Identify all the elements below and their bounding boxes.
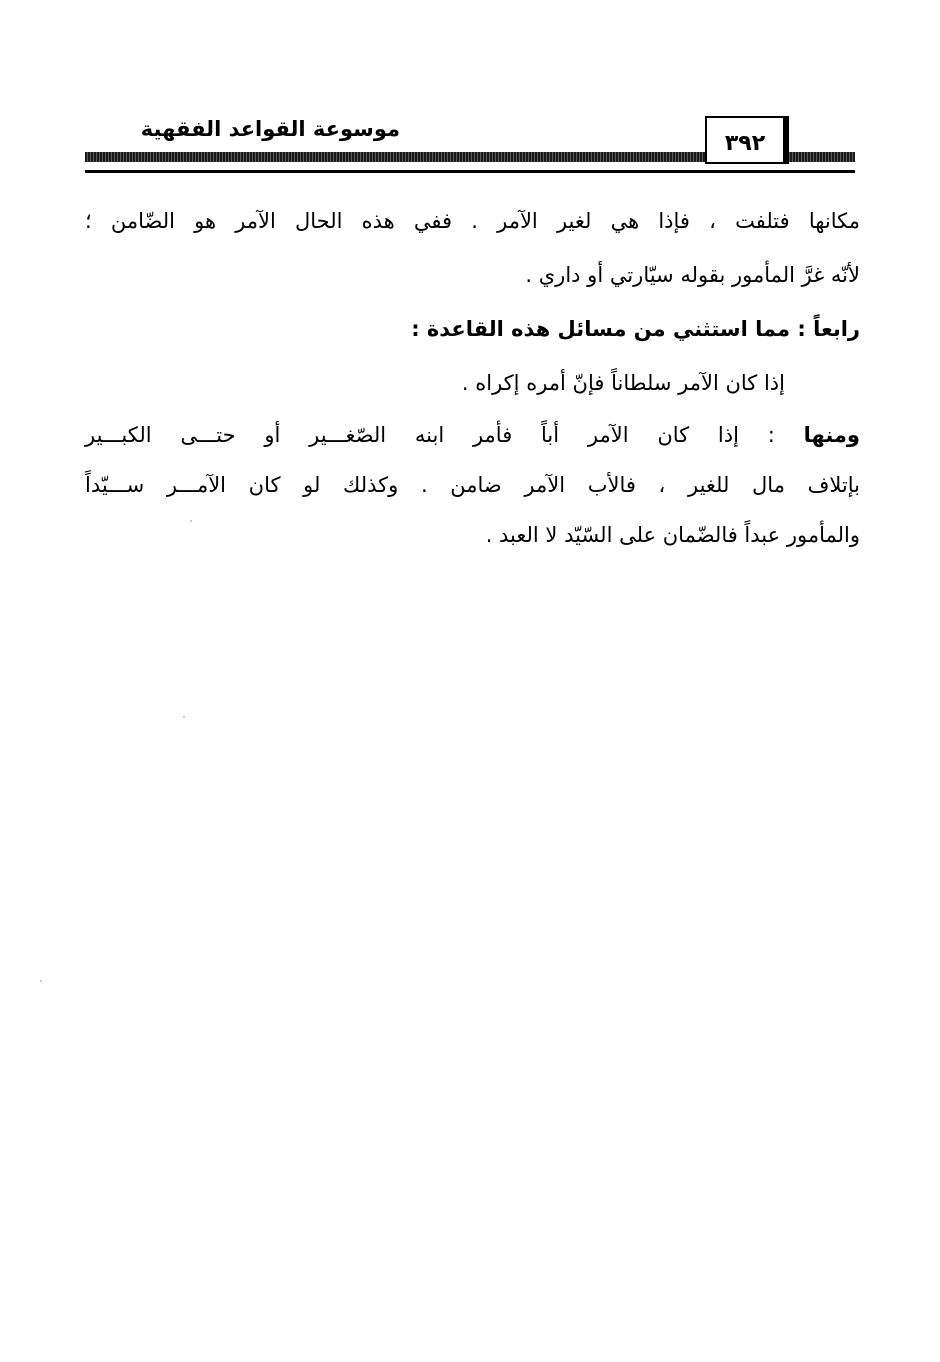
section-heading: رابعاً : مما استثني من مسائل هذه القاعدة : xyxy=(411,317,860,341)
scan-speck xyxy=(183,716,185,718)
page-number-box xyxy=(705,116,789,164)
paragraph-line-rest: : إذا كان الآمر أباً فأمر ابنه الصّغـــير أو حتـــى الكبـــير xyxy=(85,423,804,447)
paragraph-line: لأنّه غرَّ المأمور بقوله سيّارتي أو داري . xyxy=(525,263,860,287)
scan-speck xyxy=(190,520,192,522)
paragraph-line: والمأمور عبداً فالضّمان على السّيّد لا العبد . xyxy=(485,523,860,547)
paragraph-line: بإتلاف مال للغير ، فالأب الآمر ضامن . وكذلك لو كان الآمـــر ســـيّداً xyxy=(85,473,860,497)
scan-speck xyxy=(40,980,42,982)
paragraph-lead-word: ومنها xyxy=(803,423,860,447)
page-number: ٣٩٢ xyxy=(724,131,766,156)
paragraph-line: مكانها فتلفت ، فإذا هي لغير الآمر . ففي هذه الحال الآمر هو الضّامن ؛ xyxy=(85,209,860,233)
paragraph-line: إذا كان الآمر سلطاناً فإنّ أمره إكراه . xyxy=(461,371,785,395)
running-header-title: موسوعة القواعد الفقهية xyxy=(140,117,400,141)
header-thin-rule xyxy=(85,170,855,173)
paragraph-line xyxy=(85,418,860,452)
